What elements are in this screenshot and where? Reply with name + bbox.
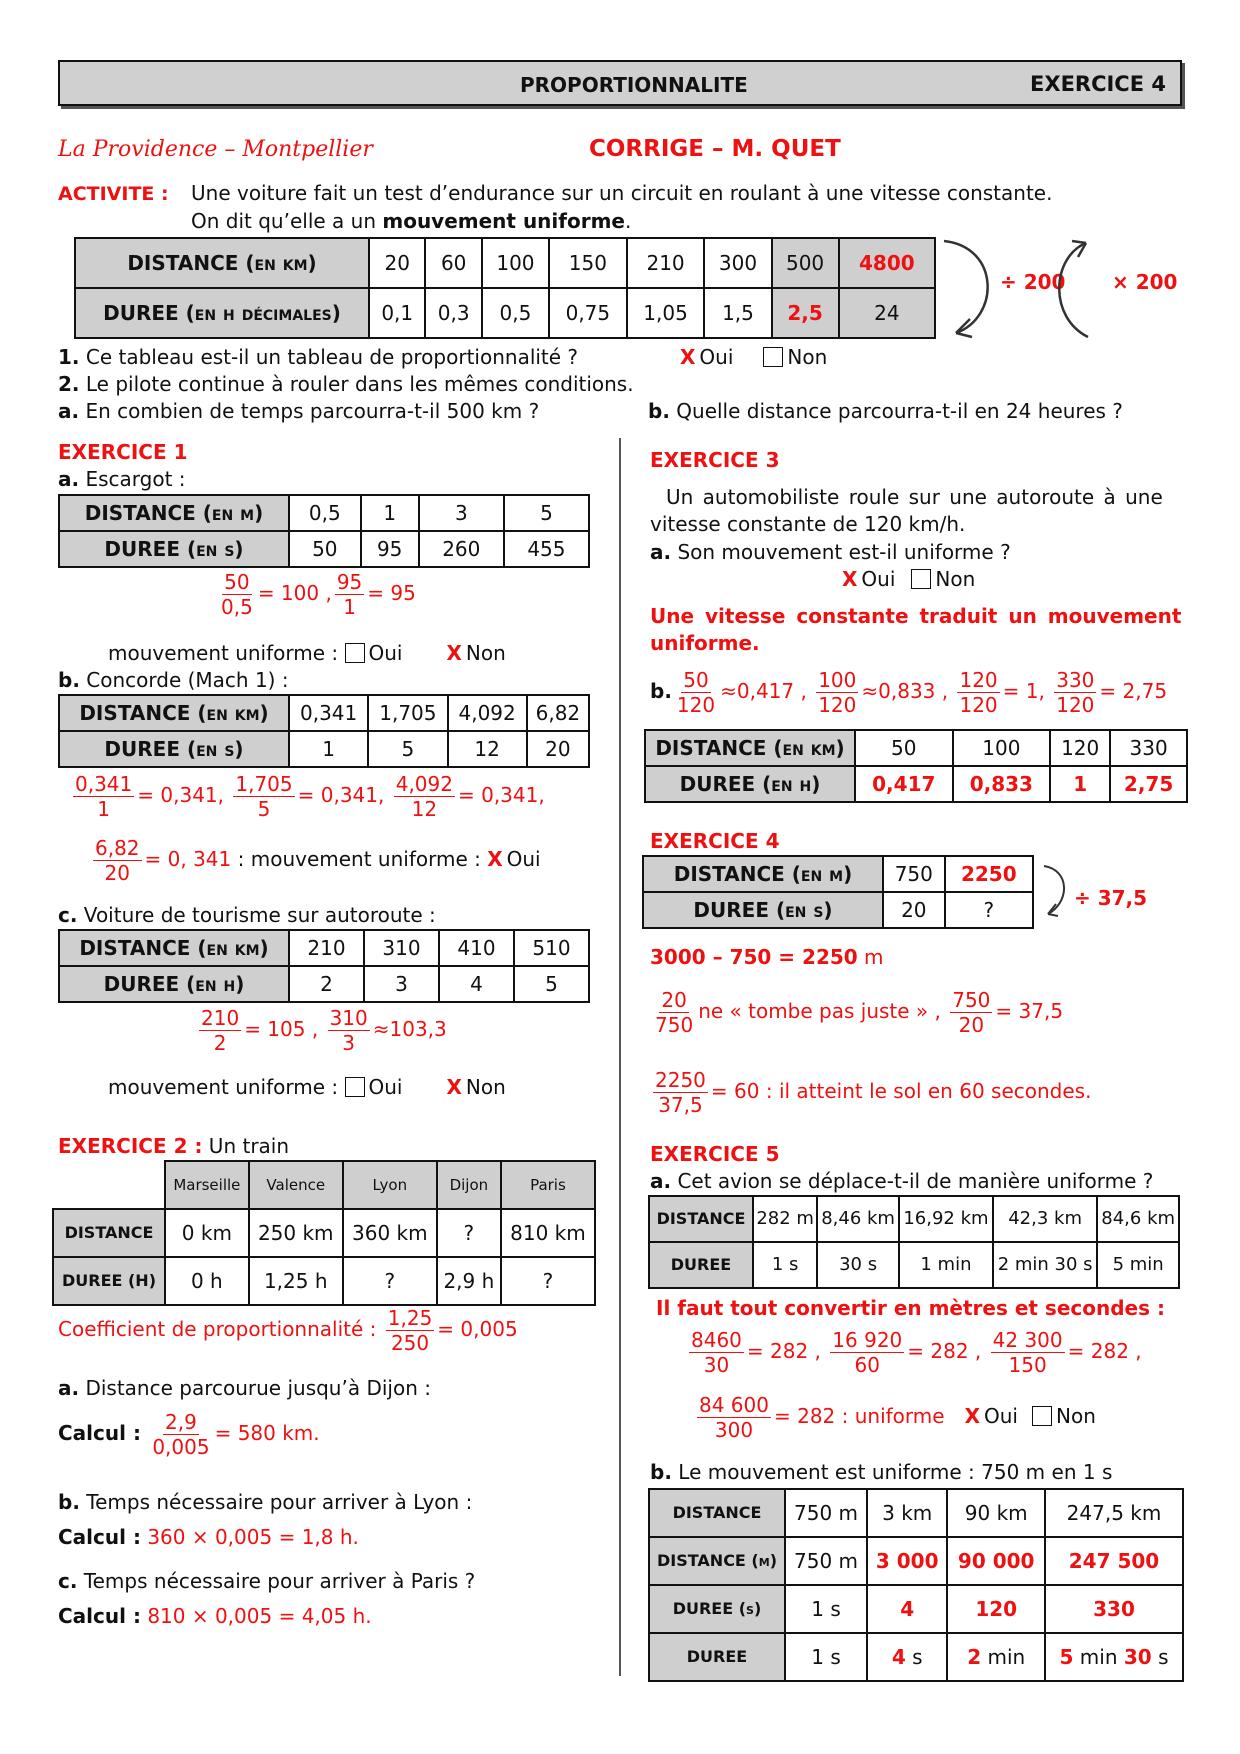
row-label-distance: DISTANCE (en km) (75, 238, 369, 288)
cell: 410 (439, 930, 514, 966)
row-label: DUREE (H) (53, 1257, 165, 1305)
city: Paris (501, 1161, 595, 1209)
cell-answer: 247 500 (1045, 1537, 1183, 1585)
cell-answer: 0,833 (953, 766, 1051, 802)
row-label: DISTANCE (en m) (643, 856, 883, 892)
cell: 100 (953, 730, 1051, 766)
row-label: DISTANCE (53, 1209, 165, 1257)
row-label: DUREE (en s) (59, 731, 289, 767)
ex5-note: Il faut tout convertir en mètres et secondes : (656, 1296, 1165, 1320)
cell-answer: 4 (867, 1585, 947, 1633)
ex3-fractions: b. $\frac{50}{120}$ ≈0,417 , $\frac{100}{120}$ ≈0,833 , $\frac{120}{120}$ = 1, $\frac{330}{120}$ = 2,75 (650, 668, 1168, 717)
row-label: DISTANCE (en km) (59, 695, 289, 731)
cell: 3 (419, 495, 504, 531)
ex2-c: c. Temps nécessaire pour arriver à Paris ? (58, 1569, 476, 1593)
cell: 16,92 km (899, 1196, 993, 1242)
ex2-b: b. Temps nécessaire pour arriver à Lyon : (58, 1490, 473, 1514)
cell: 30 s (817, 1242, 899, 1288)
cell: 100 (482, 238, 549, 288)
ex1-table-a (58, 494, 590, 568)
cell: 2 min 30 s (993, 1242, 1097, 1288)
ex1-table-c (58, 929, 590, 1003)
ex3-note2: uniforme. (650, 631, 760, 655)
cell: ? (343, 1257, 437, 1305)
ex3-table (644, 729, 1188, 803)
divide-200: ÷ 200 (1000, 270, 1066, 294)
cell: 20 (369, 238, 425, 288)
row-label: DUREE (en h) (59, 966, 289, 1002)
cell: 1 min (899, 1242, 993, 1288)
cell: 12 (448, 731, 527, 767)
cell: 1,25 h (249, 1257, 343, 1305)
activite-table (74, 237, 936, 339)
cell: 5 min (1097, 1242, 1179, 1288)
multiply-200: × 200 (1112, 270, 1178, 294)
cell: ? (945, 892, 1033, 928)
header-title: PROPORTIONNALITE (520, 73, 748, 97)
ex2-title: EXERCICE 2 : Un train (58, 1134, 290, 1158)
question-2b: b. Quelle distance parcourra-t-il en 24 heures ? (648, 399, 1123, 423)
ex3-a-answer: X Oui Non (842, 567, 976, 591)
ex3-title: EXERCICE 3 (650, 448, 780, 472)
ex5-fractions1: $\frac{8460}{30}$ = 282 , $\frac{16 920}{60}$ = 282 , $\frac{42 300}{150}$ = 282 , (691, 1328, 1142, 1377)
ex1-a: a. Escargot : (58, 467, 186, 491)
row-label: DUREE (en s) (643, 892, 883, 928)
cell: 1 s (785, 1585, 867, 1633)
activite-line2: On dit qu’elle a un mouvement uniforme. (191, 209, 632, 233)
cell: 810 km (501, 1209, 595, 1257)
cell-answer: 2 min (947, 1633, 1045, 1681)
row-label: DISTANCE (649, 1196, 753, 1242)
cell: 0,1 (369, 288, 425, 338)
cell: 150 (549, 238, 627, 288)
cell: 20 (527, 731, 589, 767)
ex2-b-calc: Calcul : 360 × 0,005 = 1,8 h. (58, 1525, 359, 1549)
ex4-div: ÷ 37,5 (1074, 886, 1148, 910)
cell: 0,75 (549, 288, 627, 338)
cell-answer: 4 s (867, 1633, 947, 1681)
cell: 1,05 (627, 288, 705, 338)
cell: 1,705 (368, 695, 447, 731)
cell: 260 (419, 531, 504, 567)
corrige-title: CORRIGE – M. QUET (589, 136, 841, 162)
row-label: DISTANCE (en km) (645, 730, 855, 766)
cell: 5 (504, 495, 589, 531)
ex4-calc1: 3000 – 750 = 2250 m (650, 945, 884, 969)
question-2: 2. Le pilote continue à rouler dans les mêmes conditions. (58, 372, 634, 396)
row-label-duree: DUREE (en h décimales) (75, 288, 369, 338)
ex3-text2: vitesse constante de 120 km/h. (650, 512, 966, 536)
cell: 210 (627, 238, 705, 288)
cell: 1 (361, 495, 419, 531)
ex2-a-calc: Calcul : $\frac{2,9}{0,005}$ = 580 km. (58, 1410, 320, 1459)
cell: ? (501, 1257, 595, 1305)
cell-answer: 2,75 (1110, 766, 1187, 802)
cell: 4 (439, 966, 514, 1002)
ex1-mu-a: mouvement uniforme : Oui X Non (108, 641, 506, 665)
arrow-divide-icon (1040, 862, 1070, 922)
cell: 42,3 km (993, 1196, 1097, 1242)
cell: 8,46 km (817, 1196, 899, 1242)
cell: 247,5 km (1045, 1489, 1183, 1537)
cell: 5 (368, 731, 447, 767)
ex3-a: a. Son mouvement est-il uniforme ? (650, 540, 1011, 564)
cell-answer: 4800 (839, 238, 935, 288)
cell: 3 (364, 966, 439, 1002)
cell: 84,6 km (1097, 1196, 1179, 1242)
row-label: DUREE (649, 1242, 753, 1288)
cell: 750 m (785, 1537, 867, 1585)
cell: 24 (839, 288, 935, 338)
cell: 0,341 (289, 695, 368, 731)
cell: 310 (364, 930, 439, 966)
cell: 282 m (753, 1196, 817, 1242)
cell: 1 (289, 731, 368, 767)
checkbox-non[interactable] (763, 347, 783, 367)
cell: 455 (504, 531, 589, 567)
cell: 4,092 (448, 695, 527, 731)
ex1-fraction-b1: $\frac{0,341}{1}$ = 0,341, $\frac{1,705}{5}$ = 0,341, $\frac{4,092}{12}$ = 0,341, (75, 772, 545, 821)
row-label: DISTANCE (en m) (59, 495, 289, 531)
checkbox-oui[interactable] (345, 643, 365, 663)
ex3-text1: Un automobiliste roule sur une autoroute à une (666, 485, 1163, 509)
ex4-title: EXERCICE 4 (650, 829, 780, 853)
row-label: DUREE (649, 1633, 785, 1681)
cell: 50 (289, 531, 361, 567)
checkbox-non[interactable] (911, 569, 931, 589)
cell-answer: 0,417 (855, 766, 953, 802)
row-label: DUREE (s) (649, 1585, 785, 1633)
cell: 5 (514, 966, 589, 1002)
header-exercise: EXERCICE 4 (1030, 72, 1166, 96)
cell: 20 (883, 892, 945, 928)
ex2-table (52, 1160, 596, 1306)
cell: 1 s (785, 1633, 867, 1681)
ex2-c-calc: Calcul : 810 × 0,005 = 4,05 h. (58, 1604, 372, 1628)
row-label: DISTANCE (en km) (59, 930, 289, 966)
ex5-title: EXERCICE 5 (650, 1142, 780, 1166)
cell-answer: 5 min 30 s (1045, 1633, 1183, 1681)
ex4-fractions: $\frac{20}{750}$ ne « tombe pas juste » , $\frac{750}{20}$ = 37,5 (655, 988, 1064, 1037)
cell: 3 km (867, 1489, 947, 1537)
cell-answer: 330 (1045, 1585, 1183, 1633)
row-label: DUREE (en h) (645, 766, 855, 802)
school-name: La Providence – Montpellier (58, 137, 373, 162)
cell-answer: 2250 (945, 856, 1033, 892)
ex5-b: b. Le mouvement est uniforme : 750 m en 1 s (650, 1460, 1113, 1484)
activite-label: ACTIVITE : (58, 183, 169, 205)
ex1-table-b (58, 694, 590, 768)
cell: 750 m (785, 1489, 867, 1537)
cell: 0 km (165, 1209, 249, 1257)
cell: 210 (289, 930, 364, 966)
cell: 0,3 (425, 288, 481, 338)
cell: 0 h (165, 1257, 249, 1305)
ex1-fraction-a: $\frac{50}{0,5}$ = 100 , $\frac{95}{1}$ = 95 (221, 570, 416, 619)
q1-answers: X Oui Non (680, 345, 828, 369)
cell: 2 (289, 966, 364, 1002)
cell: 60 (425, 238, 481, 288)
cell: ? (437, 1209, 501, 1257)
ex5-table-a (648, 1195, 1180, 1289)
arrow-multiply-icon (1058, 237, 1110, 341)
cell: 750 (883, 856, 945, 892)
cell-answer: 1 (1050, 766, 1110, 802)
cell: 1,5 (704, 288, 771, 338)
cell: 1 s (753, 1242, 817, 1288)
cell: 500 (772, 238, 839, 288)
cell: 95 (361, 531, 419, 567)
cell: 250 km (249, 1209, 343, 1257)
city: Lyon (343, 1161, 437, 1209)
cell-answer: 90 000 (947, 1537, 1045, 1585)
ex4-result: $\frac{2250}{37,5}$ = 60 : il atteint le sol en 60 secondes. (655, 1068, 1092, 1117)
checkbox-oui[interactable] (345, 1077, 365, 1097)
cell-answer: 2,5 (772, 288, 839, 338)
arrow-divide-icon (940, 237, 992, 341)
city: Marseille (165, 1161, 249, 1209)
cell: 510 (514, 930, 589, 966)
cell-answer: 120 (947, 1585, 1045, 1633)
cell: 50 (855, 730, 953, 766)
ex1-title: EXERCICE 1 (58, 440, 188, 464)
city: Valence (249, 1161, 343, 1209)
header-bar (58, 60, 1182, 106)
cell: 120 (1050, 730, 1110, 766)
cell: 6,82 (527, 695, 589, 731)
checkbox-non[interactable] (1032, 1406, 1052, 1426)
cell: 330 (1110, 730, 1187, 766)
ex2-a: a. Distance parcourue jusqu’à Dijon : (58, 1376, 431, 1400)
ex3-note1: Une vitesse constante traduit un mouvement (650, 604, 1182, 628)
ex1-fraction-c: $\frac{210}{2}$ = 105 , $\frac{310}{3}$ ≈103,3 (201, 1006, 447, 1055)
ex5-table-b (648, 1488, 1184, 1682)
cell: 0,5 (482, 288, 549, 338)
row-label: DISTANCE (649, 1489, 785, 1537)
question-2a: a. En combien de temps parcourra-t-il 500 km ? (58, 399, 540, 423)
ex5-fractions2: $\frac{84 600}{300}$ = 282 : uniforme X Oui Non (699, 1393, 1096, 1442)
row-label: DUREE (en s) (59, 531, 289, 567)
question-1: 1. Ce tableau est-il un tableau de proportionnalité ? (58, 345, 579, 369)
cell: 0,5 (289, 495, 361, 531)
column-divider (619, 438, 621, 1676)
ex1-fraction-b2: $\frac{6,82}{20}$ = 0, 341 : mouvement uniforme : X Oui (95, 836, 541, 885)
cell: 360 km (343, 1209, 437, 1257)
ex1-mu-c: mouvement uniforme : Oui X Non (108, 1075, 506, 1099)
activite-line1: Une voiture fait un test d’endurance sur un circuit en roulant à une vitesse constante. (191, 181, 1053, 205)
row-label: DISTANCE (m) (649, 1537, 785, 1585)
ex2-coef: Coefficient de proportionnalité : $\frac{1,25}{250}$ = 0,005 (58, 1306, 518, 1355)
ex4-table (642, 855, 1034, 929)
cell-answer: 3 000 (867, 1537, 947, 1585)
cell: 2,9 h (437, 1257, 501, 1305)
city: Dijon (437, 1161, 501, 1209)
ex1-b: b. Concorde (Mach 1) : (58, 668, 289, 692)
cell: 90 km (947, 1489, 1045, 1537)
ex5-a: a. Cet avion se déplace-t-il de manière uniforme ? (650, 1169, 1154, 1193)
cell: 300 (704, 238, 771, 288)
ex1-c: c. Voiture de tourisme sur autoroute : (58, 903, 436, 927)
